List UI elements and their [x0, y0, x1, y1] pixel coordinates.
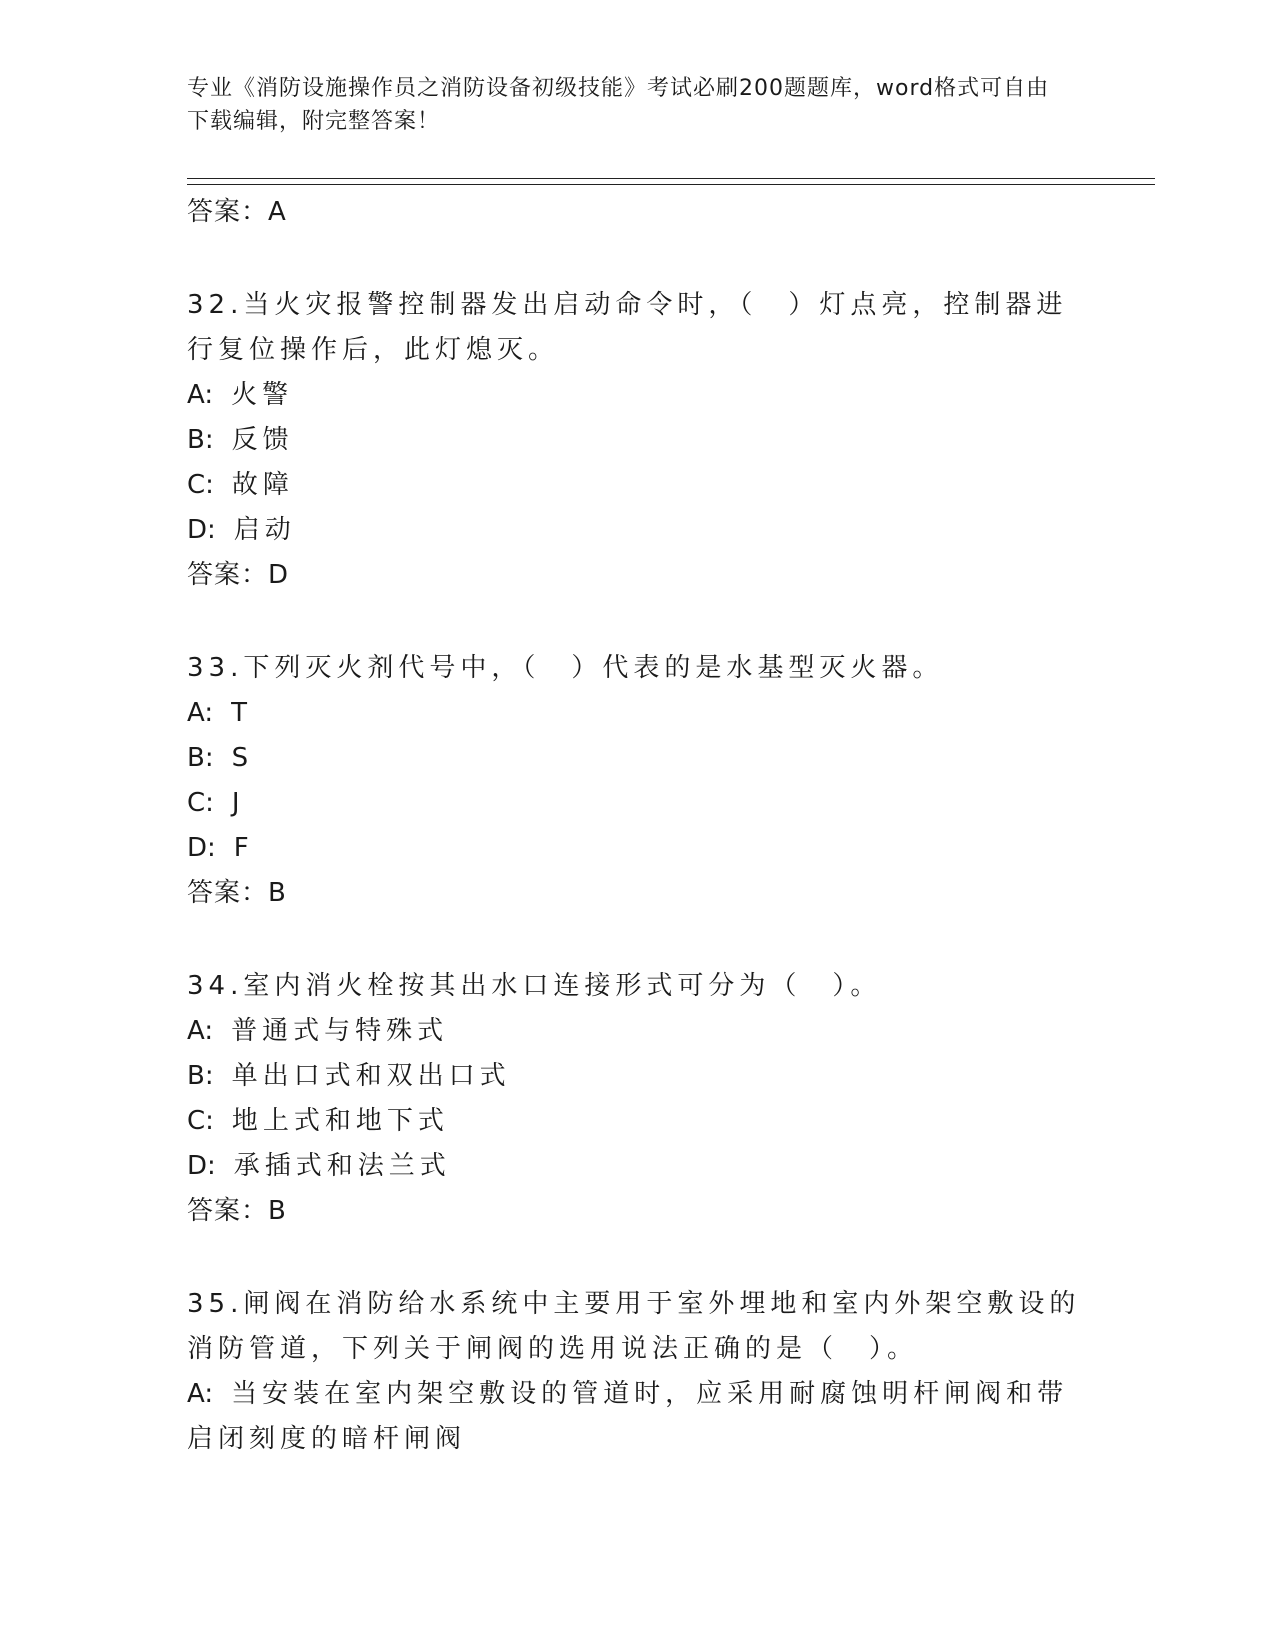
option-letter: D:: [187, 515, 216, 545]
option-letter: C:: [187, 1106, 214, 1136]
previous-answer: 答案：A: [187, 197, 287, 227]
option-text: 火警: [231, 380, 294, 410]
question-33: [187, 646, 1087, 916]
question-stem: 34.室内消火栓按其出水口连接形式可分为（ ）。: [187, 971, 882, 1001]
header-rule-top: [187, 178, 1155, 179]
option-c: [187, 781, 1087, 826]
question-35: [187, 1282, 1087, 1462]
question-answer: 答案：B: [187, 878, 287, 908]
option-a: [187, 373, 1087, 418]
option-text: 反馈: [231, 425, 294, 455]
document-header: 专业《消防设施操作员之消防设备初级技能》考试必刷200题题库，word格式可自由下载编辑，附完整答案！: [187, 76, 1050, 134]
option-letter: B:: [187, 425, 214, 455]
option-b: [187, 736, 1087, 781]
option-d: [187, 1144, 1087, 1189]
question-answer: 答案：B: [187, 1196, 287, 1226]
question-stem: 35.闸阀在消防给水系统中主要用于室外埋地和室内外架空敷设的消防管道，下列关于闸阀的选用说法正确的是（ ）。: [187, 1289, 1081, 1364]
option-text: 地上式和地下式: [231, 1106, 449, 1136]
option-letter: C:: [187, 788, 214, 818]
option-letter: A:: [187, 698, 214, 728]
option-letter: A:: [187, 1379, 214, 1409]
header-rule-bottom: [187, 184, 1155, 185]
option-text: 启动: [233, 515, 296, 545]
option-letter: A:: [187, 380, 214, 410]
option-letter: D:: [187, 1151, 216, 1181]
option-c: [187, 1099, 1087, 1144]
option-text: F: [233, 833, 254, 863]
option-d: [187, 826, 1087, 871]
option-letter: A:: [187, 1016, 214, 1046]
option-letter: D:: [187, 833, 216, 863]
option-text: J: [231, 788, 245, 818]
question-answer: 答案：D: [187, 560, 290, 590]
option-text: 承插式和法兰式: [233, 1151, 451, 1181]
option-c: [187, 463, 1087, 508]
option-text: 单出口式和双出口式: [231, 1061, 511, 1091]
option-text: T: [231, 698, 252, 728]
question-34: [187, 964, 1087, 1234]
option-letter: B:: [187, 1061, 214, 1091]
option-text: 当安装在室内架空敷设的管道时，应采用耐腐蚀明杆闸阀和带启闭刻度的暗杆闸阀: [187, 1379, 1069, 1454]
question-32: [187, 283, 1087, 598]
option-letter: B:: [187, 743, 214, 773]
question-stem: 32.当火灾报警控制器发出启动命令时，（ ）灯点亮，控制器进行复位操作后，此灯熄灭。: [187, 290, 1068, 365]
document-body: [187, 190, 1087, 1510]
option-a: [187, 1372, 1087, 1462]
option-a: [187, 1009, 1087, 1054]
option-d: [187, 508, 1087, 553]
option-a: [187, 691, 1087, 736]
option-b: [187, 1054, 1087, 1099]
question-stem: 33.下列灭火剂代号中，（ ）代表的是水基型灭火器。: [187, 653, 944, 683]
option-text: 故障: [231, 470, 294, 500]
option-text: 普通式与特殊式: [231, 1016, 449, 1046]
option-b: [187, 418, 1087, 463]
option-text: S: [231, 743, 254, 773]
option-letter: C:: [187, 470, 214, 500]
